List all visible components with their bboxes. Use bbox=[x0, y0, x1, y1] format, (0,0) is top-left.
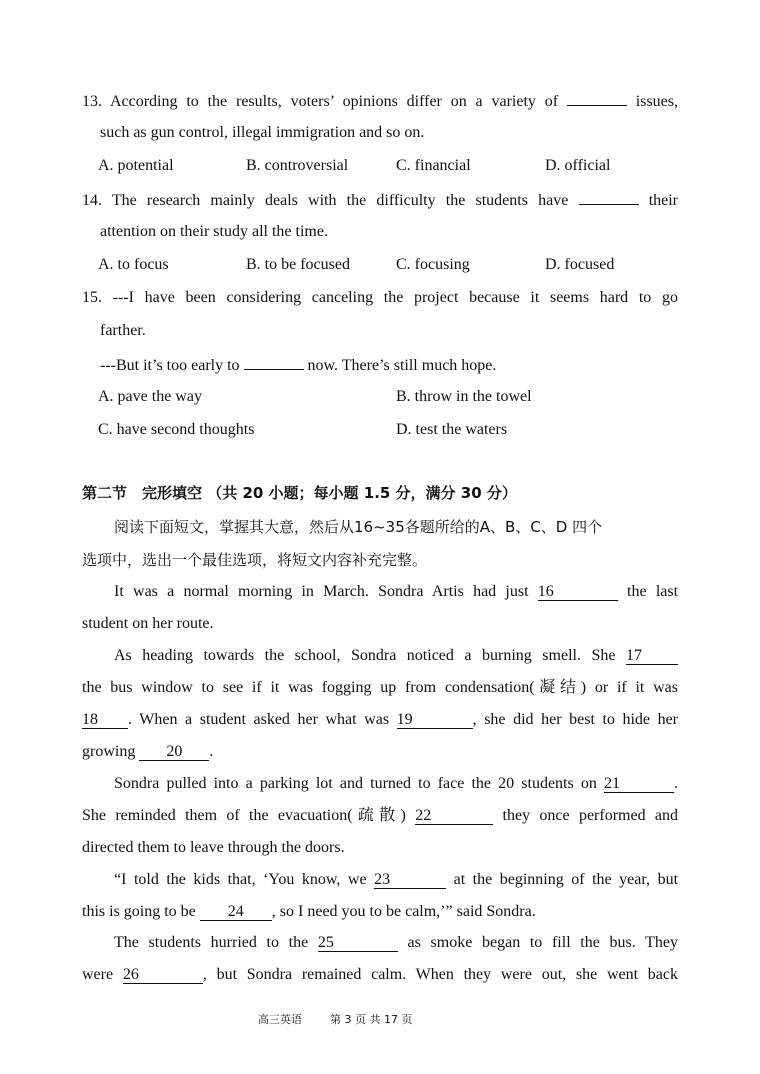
q15-reply-tail: now. There’s still much hope. bbox=[307, 357, 497, 374]
q14-stem-tail: their bbox=[648, 192, 679, 209]
cloze-blank-26: 26 bbox=[123, 967, 203, 984]
passage-p3-line1 bbox=[114, 774, 678, 794]
passage-text: , so I need you to be calm,’” said Sondra. bbox=[271, 903, 536, 920]
passage-text: the last bbox=[627, 583, 679, 600]
passage-text: as smoke began to fill the bus. They bbox=[407, 934, 679, 951]
passage-p5-line1 bbox=[114, 933, 678, 953]
passage-text: , she did her best to hide her bbox=[472, 711, 679, 728]
cloze-blank-24: 24 bbox=[200, 904, 272, 921]
footer-page-number: 第 3 页 共 17 页 bbox=[330, 1013, 413, 1026]
q15-option-d: D. test the waters bbox=[396, 421, 508, 438]
q14-option-a: A. to focus bbox=[98, 256, 169, 273]
section-instruction-line2: 选项中，选出一个最佳选项，将短文内容补充完整。 bbox=[82, 551, 428, 569]
passage-text: It was a normal morning in March. Sondra Artis had just bbox=[114, 583, 529, 600]
passage-text: at the beginning of the year, but bbox=[453, 871, 679, 888]
q14-stem-line2: attention on their study all the time. bbox=[100, 223, 328, 240]
cloze-blank-23: 23 bbox=[374, 872, 446, 889]
cloze-blank-22: 22 bbox=[415, 808, 493, 825]
q13-stem-line1 bbox=[82, 90, 678, 112]
cloze-blank-21: 21 bbox=[604, 776, 674, 793]
cloze-blank-25: 25 bbox=[318, 935, 398, 952]
q15-answer-blank bbox=[244, 354, 304, 370]
passage-text: they once performed and bbox=[502, 807, 678, 824]
passage-p2-line3 bbox=[82, 710, 678, 730]
passage-p2-line1 bbox=[114, 646, 678, 666]
q14-option-c: C. focusing bbox=[396, 256, 470, 273]
passage-p3-line2 bbox=[82, 806, 678, 826]
section-instruction-line1: 阅读下面短文，掌握其大意，然后从16~35各题所给的A、B、C、D 四个 bbox=[114, 518, 603, 536]
passage-p4-line1 bbox=[114, 870, 678, 890]
q13-option-d: D. official bbox=[545, 157, 611, 174]
cloze-blank-17: 17 bbox=[626, 648, 678, 665]
q15-stem-line1 bbox=[82, 288, 678, 308]
cloze-blank-20: 20 bbox=[139, 744, 209, 761]
cloze-blank-16: 16 bbox=[538, 584, 618, 601]
passage-text: . bbox=[209, 743, 214, 760]
passage-text: . bbox=[674, 775, 679, 792]
passage-text: were bbox=[82, 966, 114, 983]
q13-stem-text: 13. According to the results, voters’ opinions differ on a variety of bbox=[82, 93, 559, 110]
passage-p4-line2 bbox=[82, 902, 536, 922]
passage-text: this is going to be bbox=[82, 903, 196, 920]
q15-option-b: B. throw in the towel bbox=[396, 388, 532, 405]
q15-option-c: C. have second thoughts bbox=[98, 421, 255, 438]
q13-answer-blank bbox=[567, 90, 627, 106]
cloze-blank-18: 18 bbox=[82, 712, 128, 729]
q14-option-d: D. focused bbox=[545, 256, 615, 273]
q13-stem-line2: such as gun control, illegal immigration and so on. bbox=[100, 124, 425, 141]
passage-text: She reminded them of the evacuation(疏散) bbox=[82, 807, 406, 824]
passage-p1-line2: student on her route. bbox=[82, 615, 214, 632]
q15-stem-text: 15. ---I have been considering canceling the project because it seems hard to go bbox=[82, 289, 678, 306]
passage-text: growing bbox=[82, 743, 136, 760]
q13-option-c: C. financial bbox=[396, 157, 471, 174]
passage-p3-line3: directed them to leave through the doors. bbox=[82, 839, 345, 856]
q15-option-a: A. pave the way bbox=[98, 388, 202, 405]
q14-stem-text: 14. The research mainly deals with the difficulty the students have bbox=[82, 192, 569, 209]
q14-option-b: B. to be focused bbox=[246, 256, 350, 273]
q15-stem-line2: farther. bbox=[100, 322, 146, 339]
cloze-blank-19: 19 bbox=[397, 712, 473, 729]
passage-p2-line2 bbox=[82, 678, 678, 698]
passage-p5-line2 bbox=[82, 965, 678, 985]
q13-option-b: B. controversial bbox=[246, 157, 349, 174]
passage-text: The students hurried to the bbox=[114, 934, 309, 951]
q13-option-a: A. potential bbox=[98, 157, 174, 174]
section-heading: 第二节 完形填空 （共 20 小题；每小题 1.5 分，满分 30 分） bbox=[82, 484, 517, 502]
q14-stem-line1 bbox=[82, 189, 678, 211]
passage-text: “I told the kids that, ‘You know, we bbox=[114, 871, 367, 888]
passage-p1-line1 bbox=[114, 582, 678, 602]
q13-stem-tail: issues, bbox=[635, 93, 679, 110]
passage-text: . When a student asked her what was bbox=[128, 711, 390, 728]
q15-reply-text: ---But it’s too early to bbox=[100, 357, 240, 374]
passage-text: , but Sondra remained calm. When they were out, she went back bbox=[202, 966, 679, 983]
q14-answer-blank bbox=[579, 189, 639, 205]
passage-text: As heading towards the school, Sondra noticed a burning smell. She bbox=[114, 647, 616, 664]
passage-text: the bus window to see if it was fogging up from condensation(凝结) or if it was bbox=[82, 679, 678, 696]
passage-text: Sondra pulled into a parking lot and turned to face the 20 students on bbox=[114, 775, 597, 792]
footer-subject: 高三英语 bbox=[258, 1013, 302, 1026]
q15-stem-line3 bbox=[100, 354, 496, 376]
passage-p2-line4 bbox=[82, 742, 213, 762]
